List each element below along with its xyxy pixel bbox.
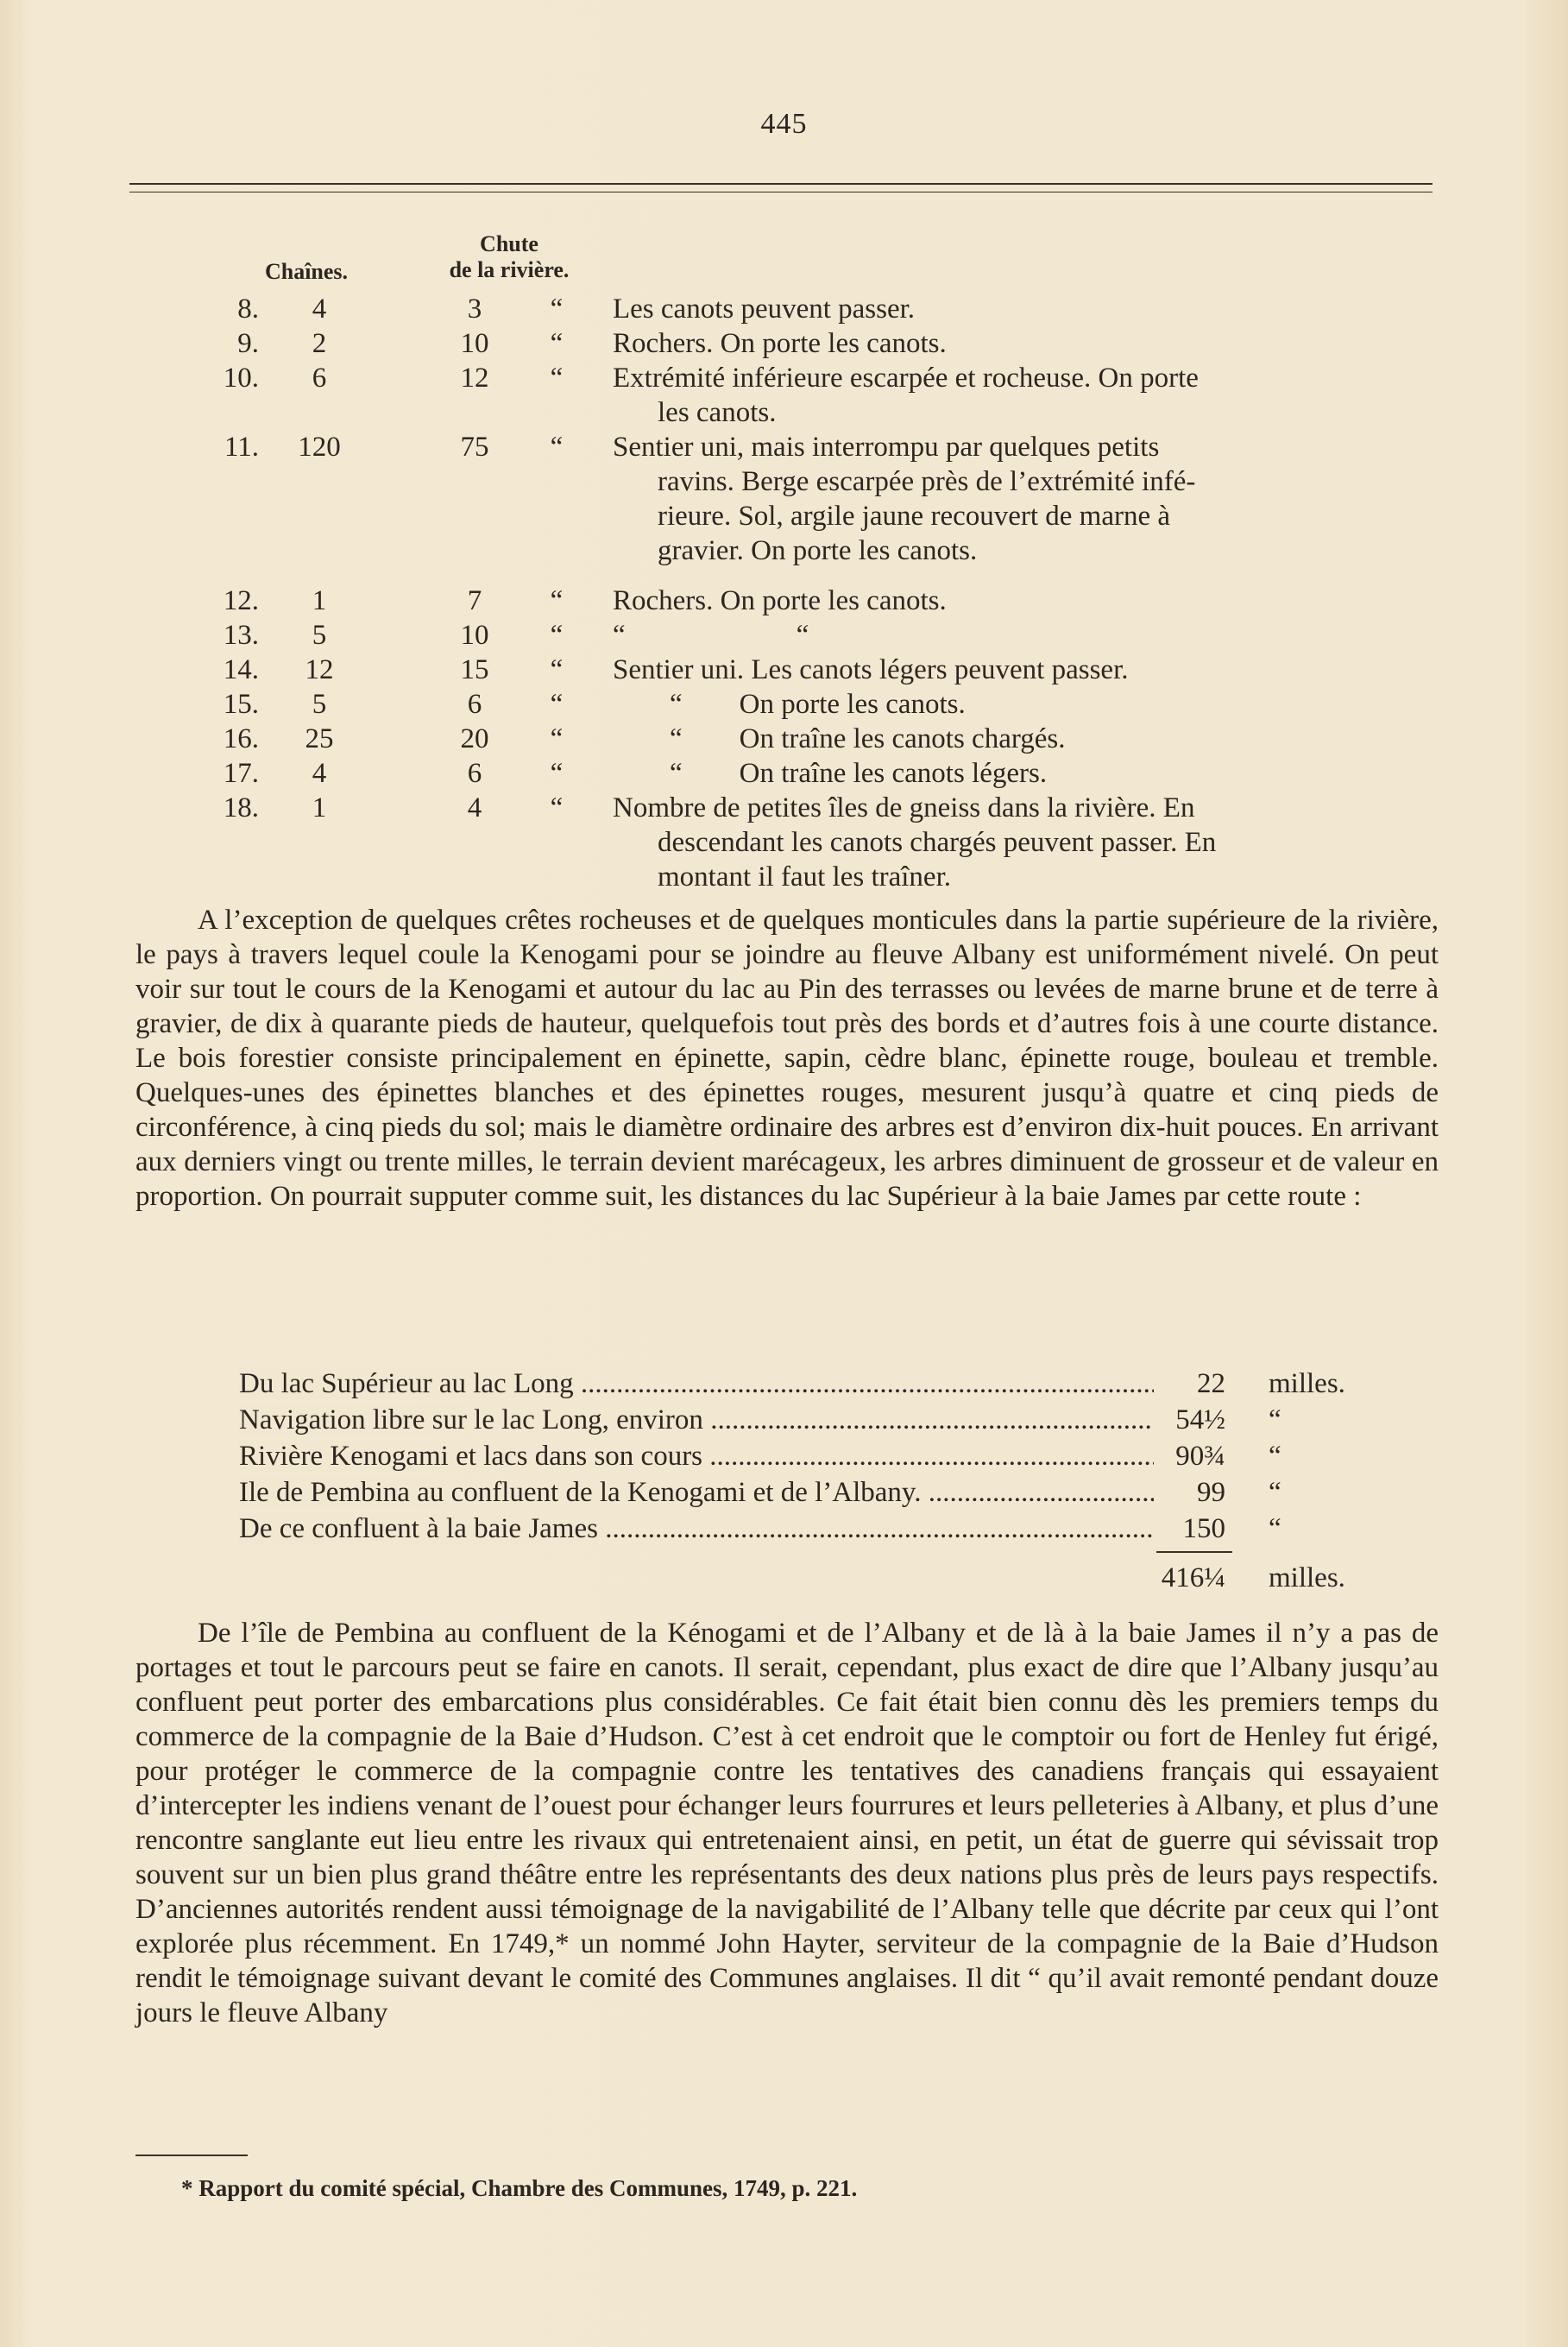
row-description-line: montant il faut les traîner. — [658, 861, 951, 893]
row-chute: 6 — [467, 689, 482, 720]
paragraph-albany: De l’île de Pembina au confluent de la Kénogami et de l’Albany et de là à la baie James il n’y a pas de portages et tout le parcours peut se faire en canots. Il serait, cependant, plus exact de dire que l’Albany jusqu’au confluent peut porter des embarcations plus considérables. Ce fait était bien connu dès les premiers temps du commerce de la compagnie de la Baie d’Hudson. C’est à cet endroit que le comptoir ou fort de Henley fut érigé, pour protéger le commerce de la compagnie contre les tentatives des canadiens français qui essayaient d’intercepter les indiens venant de l’ouest pour échanger leurs fourrures et leurs pelleteries à Albany, et plus d’une rencontre sanglante eut lieu entre les rivaux qui entretenaient ainsi, en petit, un état de guerre qui sévissait trop souvent sur un bien plus grand théâtre entre les représentants des deux nations plus près de leurs pays respectifs. D’anciennes autorités rendent aussi témoignage de la navigabilité de l’Albany telle que décrite par ceux qui l’ont explorée plus récemment. En 1749,* un nommé John Hayter, serviteur de la compagnie de la Baie d’Hudson rendit le témoignage suivant devant le comité des Communes anglaises. Il dit “ qu’il avait remonté pendant douze jours le fleuve Albany — [135, 1618, 1439, 2028]
distance-label-text: Ile de Pembina au confluent de la Kenogami et de l’Albany. — [239, 1477, 922, 1508]
distance-value: 22 — [1197, 1368, 1225, 1399]
row-ditto: “ — [550, 654, 564, 685]
row-ditto: “ — [550, 723, 564, 754]
row-number: 12. — [223, 585, 259, 616]
row-chaines: 1 — [312, 585, 327, 616]
row-ditto: “ — [550, 689, 564, 720]
row-number: 18. — [223, 792, 259, 823]
row-chute: 4 — [467, 792, 482, 823]
paragraph-forest: A l’exception de quelques crêtes rocheuses et de quelques monticules dans la partie supérieure de la rivière, le pays à travers lequel coule la Kenogami pour se joindre au fleuve Albany est uniformément nivelé. On peut voir sur tout le cours de la Kenogami et autour du lac au Pin des terrasses ou levées de marne brune et de terre à gravier, de dix à quarante pieds de hauteur, quelquefois tout près des bords et d’autres fois à une courte distance. Le bois forestier consiste principalement en épinette, sapin, cèdre blanc, épinette rouge, bouleau et tremble. Quelques-unes des épinettes blanches et des épinettes rouges, mesurent jusqu’à quatre et cinq pieds de circonférence, à cinq pieds du sol; mais le diamètre ordinaire des arbres est d’environ dix-huit pouces. En arrivant aux derniers vingt ou trente milles, le terrain devient marécageux, les arbres diminuent de grosseur et de valeur en proportion. On pourrait supputer comme suit, les distances du lac Supérieur à la baie James par cette route : — [135, 905, 1439, 1212]
distance-unit: “ — [1269, 1441, 1281, 1472]
row-number: 9. — [237, 328, 259, 359]
row-number: 14. — [223, 654, 259, 685]
distance-label — [239, 1439, 1154, 1473]
column-header-chaines: Chaînes. — [264, 259, 349, 284]
row-chute: 3 — [467, 293, 482, 325]
footnote: * Rapport du comité spécial, Chambre des Communes, 1749, p. 221. — [181, 2175, 858, 2201]
row-chute: 12 — [460, 363, 489, 394]
row-chaines: 1 — [312, 792, 327, 823]
row-description — [613, 722, 1437, 756]
row-ditto: “ — [550, 432, 564, 463]
row-description-line: ravins. Berge escarpée près de l’extrémité infé- — [658, 466, 1196, 497]
row-ditto: “ — [550, 328, 564, 359]
distance-label-text: Rivière Kenogami et lacs dans son cours — [239, 1441, 703, 1472]
column-header-chute — [423, 231, 595, 283]
row-description — [613, 292, 1437, 326]
row-description — [613, 584, 1437, 618]
row-ditto: “ — [550, 363, 564, 394]
distance-label-text: Navigation libre sur le lac Long, environ — [239, 1404, 703, 1435]
distance-unit: “ — [1269, 1477, 1281, 1508]
header-rule — [129, 183, 1433, 185]
distance-unit: “ — [1269, 1513, 1281, 1544]
row-description — [613, 756, 1437, 791]
total-rule — [1156, 1551, 1232, 1553]
row-description-line: Nombre de petites îles de gneiss dans la rivière. En — [613, 792, 1195, 823]
row-chaines: 4 — [312, 293, 327, 325]
row-chute: 10 — [460, 620, 489, 651]
row-chaines: 4 — [312, 758, 327, 789]
distance-value: 99 — [1197, 1477, 1225, 1508]
row-chaines: 5 — [312, 620, 327, 651]
row-chaines: 6 — [312, 363, 327, 394]
distance-label — [239, 1511, 1154, 1546]
row-chaines: 5 — [312, 689, 327, 720]
row-description — [613, 618, 1437, 653]
row-number: 10. — [223, 363, 259, 394]
row-number: 13. — [223, 620, 259, 651]
page-number: 445 — [760, 108, 808, 140]
row-ditto: “ — [550, 620, 564, 651]
row-description-line: Rochers. On porte les canots. — [613, 585, 947, 616]
column-header-chute-line1: Chute — [480, 231, 538, 256]
row-ditto: “ — [550, 585, 564, 616]
row-chaines: 120 — [298, 432, 341, 463]
row-description-line: “ “ — [613, 620, 809, 651]
row-description-line: gravier. On porte les canots. — [658, 535, 978, 566]
row-number: 11. — [224, 432, 259, 463]
distance-label — [239, 1366, 1154, 1401]
row-chute: 7 — [467, 585, 482, 616]
row-description — [613, 361, 1437, 430]
row-number: 15. — [223, 689, 259, 720]
row-ditto: “ — [550, 758, 564, 789]
row-description-line: Sentier uni. Les canots légers peuvent passer. — [613, 654, 1129, 685]
row-description — [613, 326, 1437, 361]
distance-label — [239, 1475, 1154, 1510]
distance-unit: “ — [1269, 1404, 1281, 1435]
row-description-line: Sentier uni, mais interrompu par quelques petits — [613, 432, 1160, 463]
distance-label — [239, 1403, 1154, 1437]
row-chaines: 25 — [305, 723, 334, 754]
distance-value: 150 — [1182, 1513, 1225, 1544]
row-chute: 75 — [460, 432, 489, 463]
row-description-line: Les canots peuvent passer. — [613, 293, 916, 325]
row-description — [613, 430, 1437, 568]
row-chaines: 2 — [312, 328, 327, 359]
total-value: 416¼ — [1161, 1562, 1225, 1593]
row-description-line: rieure. Sol, argile jaune recouvert de marne à — [658, 501, 1171, 532]
footnote-rule — [135, 2155, 248, 2156]
distance-value: 54½ — [1175, 1404, 1225, 1435]
row-description-line: les canots. — [658, 397, 777, 428]
row-number: 17. — [223, 758, 259, 789]
row-description-line: descendant les canots chargés peuvent passer. En — [658, 827, 1217, 858]
row-chute: 6 — [467, 758, 482, 789]
row-number: 16. — [223, 723, 259, 754]
row-chute: 15 — [460, 654, 489, 685]
row-description-line: Rochers. On porte les canots. — [613, 328, 947, 359]
row-number: 8. — [237, 293, 259, 325]
distance-label-text: Du lac Supérieur au lac Long — [239, 1368, 574, 1399]
row-chaines: 12 — [305, 654, 334, 685]
row-description — [613, 791, 1437, 894]
distance-unit: milles. — [1269, 1368, 1345, 1399]
row-ditto: “ — [550, 293, 564, 325]
row-description-line: “ On porte les canots. — [613, 689, 966, 720]
distance-value: 90¾ — [1175, 1441, 1225, 1472]
row-chute: 20 — [460, 723, 489, 754]
row-description — [613, 653, 1437, 687]
row-chute: 10 — [460, 328, 489, 359]
total-unit: milles. — [1269, 1562, 1345, 1593]
row-description-line: Extrémité inférieure escarpée et rocheuse. On porte — [613, 363, 1199, 394]
row-description-line: “ On traîne les canots chargés. — [613, 723, 1066, 754]
row-description-line: “ On traîne les canots légers. — [613, 758, 1048, 789]
column-header-chute-line2: de la rivière. — [449, 257, 570, 282]
row-description — [613, 687, 1437, 722]
row-ditto: “ — [550, 792, 564, 823]
distance-label-text: De ce confluent à la baie James — [239, 1513, 598, 1544]
